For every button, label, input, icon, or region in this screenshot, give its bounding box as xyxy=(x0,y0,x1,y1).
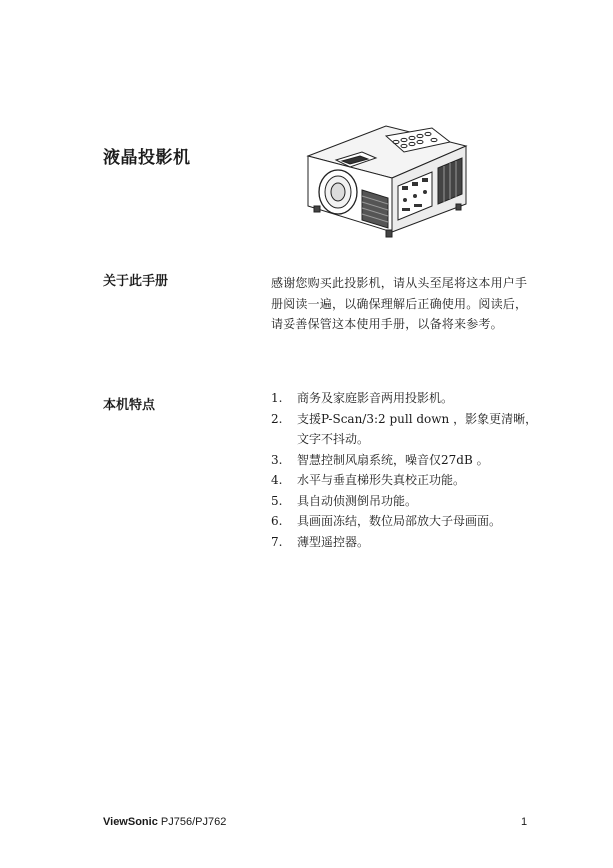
list-item-text: 支援P-Scan/3:2 pull down ，影象更清晰，文字不抖动。 xyxy=(297,411,538,446)
list-item-number: 1. xyxy=(271,391,283,405)
list-item xyxy=(271,388,541,409)
list-item-number: 4. xyxy=(271,473,283,487)
list-item xyxy=(271,511,541,532)
list-item-text: 具自动侦测倒吊功能。 xyxy=(297,493,418,508)
list-item-number: 7. xyxy=(271,534,283,549)
list-item xyxy=(271,532,541,553)
footer-brand: ViewSonic xyxy=(103,816,158,828)
list-item xyxy=(271,491,541,512)
page-number: 1 xyxy=(521,816,528,828)
list-item-text: 水平与垂直梯形失真校正功能。 xyxy=(297,473,466,487)
list-item xyxy=(271,450,541,471)
footer-model: PJ756/PJ762 xyxy=(160,816,227,828)
section-heading-about-manual: 关于此手册 xyxy=(103,274,169,289)
footer-brand-model xyxy=(103,816,226,828)
about-manual-text: 感谢您购买此投影机，请从头至尾将这本用户手册阅读一遍，以确保理解后正确使用。阅读后，请妥善保管这本使用手册，以备将来参考。 xyxy=(271,276,528,331)
list-item-text: 智慧控制风扇系统，噪音仅27dB 。 xyxy=(297,452,489,467)
list-item-text: 具画面冻结，数位局部放大子母画面。 xyxy=(297,514,502,528)
list-item-number: 6. xyxy=(271,514,283,528)
list-item xyxy=(271,470,541,491)
section-heading-features: 本机特点 xyxy=(103,398,156,413)
list-item xyxy=(271,409,541,450)
list-item-text: 薄型遥控器。 xyxy=(297,534,370,549)
page-title: 液晶投影机 xyxy=(103,148,191,168)
list-item-number: 5. xyxy=(271,493,283,508)
features-list xyxy=(271,388,541,552)
list-item-number: 3. xyxy=(271,452,283,467)
projector-illustration xyxy=(300,120,470,245)
list-item-text: 商务及家庭影音两用投影机。 xyxy=(297,391,454,405)
list-item-number: 2. xyxy=(271,411,283,426)
